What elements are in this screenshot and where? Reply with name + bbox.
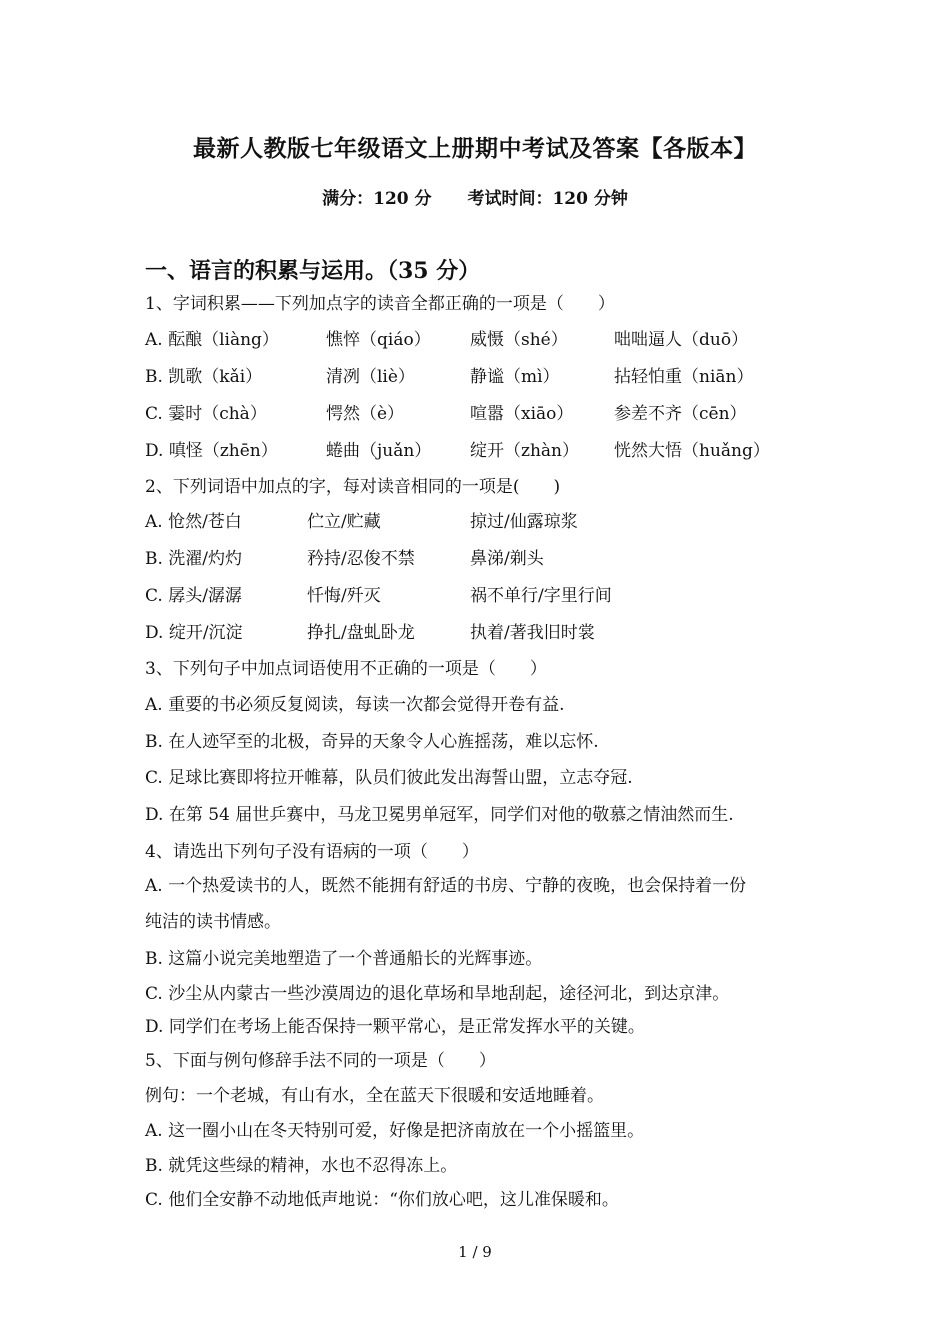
option-cell: D. 绽开/沉淀	[145, 623, 243, 643]
option-cell: 绽开（zhàn）	[470, 441, 579, 461]
option-cell: 祸不单行/字里行间	[470, 586, 612, 606]
document-title: 最新人教版七年级语文上册期中考试及答案【各版本】	[193, 135, 757, 162]
question-4-option-b: B. 这篇小说完美地塑造了一个普通船长的光辉事迹。	[145, 949, 543, 969]
exam-time: 考试时间：120 分钟	[467, 189, 628, 209]
question-3-option-c: C. 足球比赛即将拉开帷幕，队员们彼此发出海誓山盟，立志夺冠.	[145, 768, 633, 788]
option-cell: 喧嚣（xiāo）	[470, 404, 574, 424]
question-4-option-d: D. 同学们在考场上能否保持一颗平常心，是正常发挥水平的关键。	[145, 1017, 645, 1037]
option-cell: B. 凯歌（kǎi）	[145, 367, 263, 387]
option-cell: 伫立/贮藏	[307, 512, 381, 532]
option-cell: 静谧（mì）	[470, 367, 560, 387]
option-cell: 愕然（è）	[326, 404, 405, 424]
question-1-stem: 1、字词积累——下列加点字的读音全都正确的一项是（ ）	[145, 294, 615, 314]
option-cell: 忏悔/歼灭	[307, 586, 381, 606]
option-cell: 拈轻怕重（niān）	[614, 367, 754, 387]
question-5-option-a: A. 这一圈小山在冬天特别可爱，好像是把济南放在一个小摇篮里。	[145, 1121, 645, 1141]
option-cell: 掠过/仙露琼浆	[470, 512, 578, 532]
question-3-option-a: A. 重要的书必须反复阅读，每读一次都会觉得开卷有益.	[145, 695, 565, 715]
question-3-stem: 3、下列句子中加点词语使用不正确的一项是（ ）	[145, 659, 547, 679]
option-cell: 矜持/忍俊不禁	[307, 549, 415, 569]
question-3-option-b: B. 在人迹罕至的北极，奇异的天象令人心旌摇荡，难以忘怀.	[145, 732, 599, 752]
question-4-option-a: A. 一个热爱读书的人，既然不能拥有舒适的书房、宁静的夜晚，也会保持着一份	[145, 876, 747, 896]
option-cell: B. 洗濯/灼灼	[145, 549, 243, 569]
exam-info	[0, 184, 950, 209]
option-cell: 蜷曲（juǎn）	[326, 441, 432, 461]
option-cell: C. 霎时（chà）	[145, 404, 267, 424]
question-5-option-c: C. 他们全安静不动地低声地说：“你们放心吧，这儿准保暖和。	[145, 1190, 619, 1210]
option-cell: 挣扎/盘虬卧龙	[307, 623, 415, 643]
question-3-option-d: D. 在第 54 届世乒赛中，马龙卫冕男单冠军，同学们对他的敬慕之情油然而生.	[145, 805, 734, 825]
question-4-option-a-cont: 纯洁的读书情感。	[145, 912, 281, 932]
page-number: 1 / 9	[458, 1243, 492, 1261]
option-cell: 咄咄逼人（duō）	[614, 330, 749, 350]
full-score: 满分：120 分	[322, 189, 432, 209]
option-cell: A. 酝酿（liàng）	[145, 330, 279, 350]
option-cell: 参差不齐（cēn）	[614, 404, 747, 424]
option-cell: 执着/著我旧时裳	[470, 623, 595, 643]
question-5-option-b: B. 就凭这些绿的精神，水也不忍得冻上。	[145, 1156, 458, 1176]
option-cell: 清冽（liè）	[326, 367, 415, 387]
option-cell: 威慑（shé）	[470, 330, 568, 350]
option-cell: D. 嗔怪（zhēn）	[145, 441, 278, 461]
section-heading: 一、语言的积累与运用。（35 分）	[145, 258, 481, 284]
option-cell: A. 怆然/苍白	[145, 512, 242, 532]
question-4-stem: 4、请选出下列句子没有语病的一项（ ）	[145, 842, 479, 862]
option-cell: C. 孱头/潺潺	[145, 586, 242, 606]
question-5-stem: 5、下面与例句修辞手法不同的一项是（ ）	[145, 1051, 496, 1071]
question-2-stem: 2、下列词语中加点的字，每对读音相同的一项是( )	[145, 477, 561, 497]
question-5-example: 例句：一个老城，有山有水，全在蓝天下很暖和安适地睡着。	[145, 1086, 604, 1106]
option-cell: 恍然大悟（huǎng）	[614, 441, 770, 461]
option-cell: 憔悴（qiáo）	[326, 330, 431, 350]
question-4-option-c: C. 沙尘从内蒙古一些沙漠周边的退化草场和旱地刮起，途径河北，到达京津。	[145, 984, 730, 1004]
option-cell: 鼻涕/剃头	[470, 549, 544, 569]
